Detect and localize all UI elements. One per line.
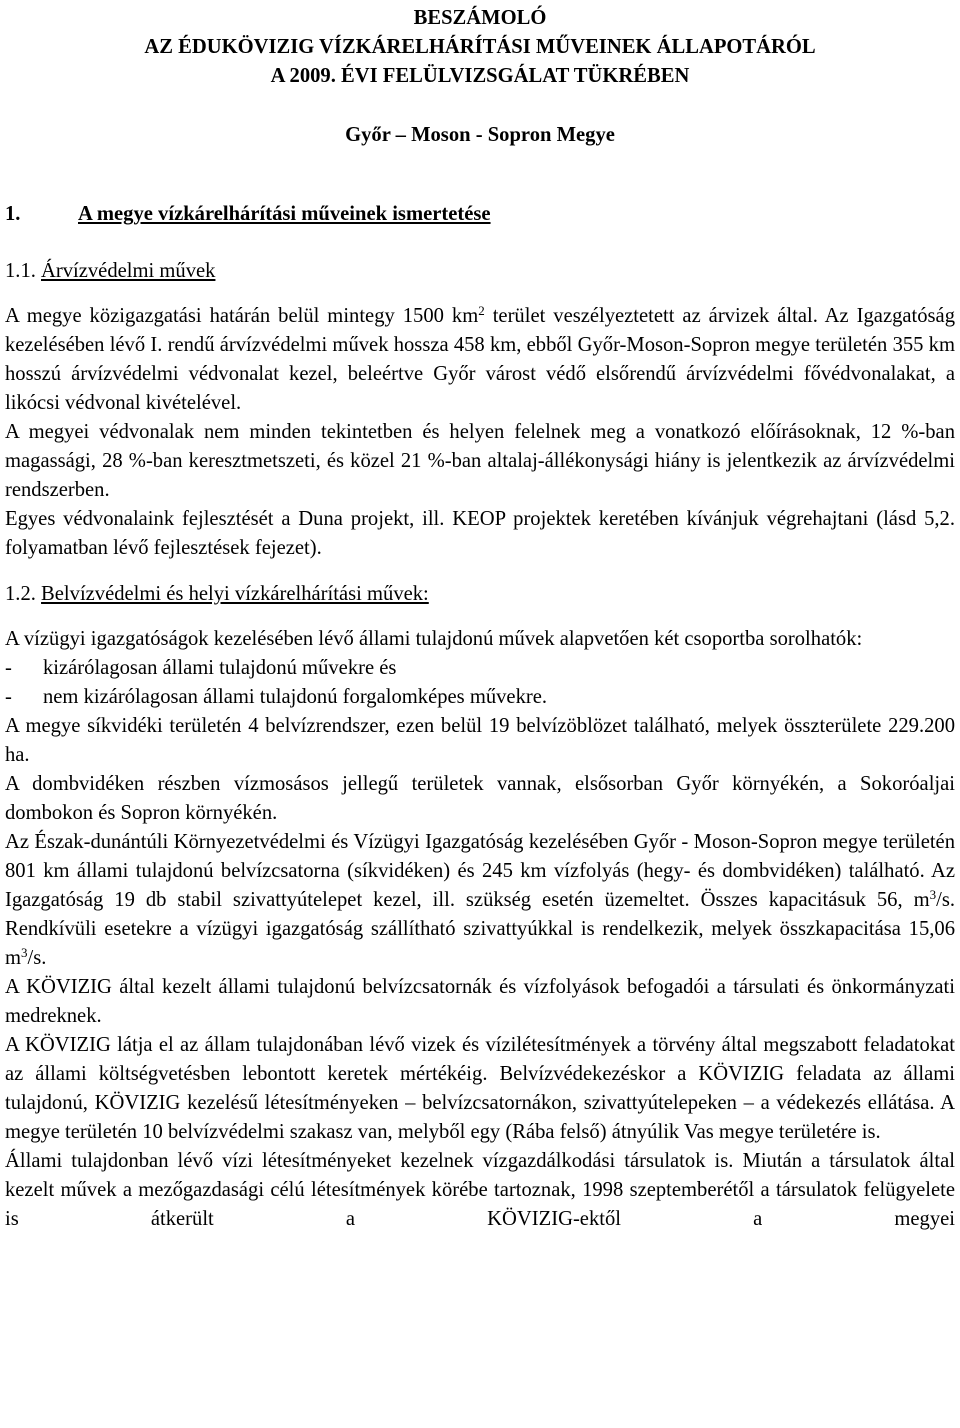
list-item: - kizárólagosan állami tulajdonú művekre és (5, 657, 397, 679)
section-1-2-number: 1.2. (5, 583, 36, 605)
report-title-line-2: AZ ÉDUKÖVIZIG VÍZKÁRELHÁRÍTÁSI MŰVEINEK ÁLLAPOTÁRÓL (144, 36, 816, 58)
paragraph-hill-areas: A dombvidéken részben vízmosásos jellegű területek vannak, elsősorban Győr környékén, a Sokoróaljai dombokon és Sopron környékén. (5, 773, 955, 824)
paragraph-receiving-channels: A KÖVIZIG által kezelt állami tulajdonú belvízcsatornák és vízfolyások befogadói a társulati és önkormányzati medreknek. (5, 976, 955, 1027)
paragraph-development-plans: Egyes védvonalaink fejlesztését a Duna projekt, ill. KEOP projektek keretében kívánjuk végrehajtani (lásd 5,2. folyamatban lévő fejlesztések fejezet). (5, 508, 955, 559)
report-title-line-1: BESZÁMOLÓ (413, 7, 547, 29)
paragraph-state-works-groups: A vízügyi igazgatóságok kezelésében lévő állami tulajdonú művek alapvetően két csoportba sorolhatók: (5, 628, 863, 650)
section-1-number: 1. (5, 203, 21, 225)
section-1-title: A megye vízkárelhárítási műveinek ismertetése (78, 203, 491, 225)
list-item: - nem kizárólagosan állami tulajdonú forgalomképes művekre. (5, 686, 548, 708)
report-title-block (5, 4, 955, 150)
paragraph-flood-protection-overview: A megye közigazgatási határán belül mintegy 1500 $km^2$ terület veszélyeztetett az árvizek által. Az Igazgatóság kezelésében lévő I. rendű árvízvédelmi művek hossza 458 km, ebből Győr-Moson-Sopron megye területén 355 km hosszú árvízvédelmi védvonalat kezel, beleértve Győr várost védő elsőrendű árvízvédelmi fővédvonalakat, a likócsi védvonal kivételével. (5, 303, 955, 414)
section-1-1-heading (5, 257, 955, 286)
paragraph-inland-water-systems: A megye síkvidéki területén 4 belvízrendszer, ezen belül 19 belvízöblözet található, melyek összterülete 229.200 ha. (5, 715, 955, 766)
county-heading: Győr – Moson - Sopron Megye (345, 124, 615, 146)
paragraph-water-associations: Állami tulajdonban lévő vízi létesítményeket kezelnek vízgazdálkodási társulatok is. Miután a társulatok által kezelt művek a mezőgazdasági célú létesítmények körébe tartoznak, 1998 szeptemberétől a társulatok felügyelete is átkerült a KÖVIZIG-ektől a megyei (5, 1150, 955, 1230)
document-page (5, 4, 955, 1234)
section-1-heading (5, 200, 955, 229)
superscript-2: 2 (478, 303, 485, 318)
section-1-1-title: Árvízvédelmi művek (41, 260, 216, 282)
section-1-2-title: Belvízvédelmi és helyi vízkárelhárítási művek: (41, 583, 429, 605)
paragraph-kovizig-duties: A KÖVIZIG látja el az állam tulajdonában lévő vizek és vízilétesítmények a törvény által megszabott feladatokat az állami költségvetésben lebontott keretek mértékéig. Belvízvédekezéskor a KÖVIZIG feladata az állami tulajdonú, KÖVIZIG kezelésű létesítményeken – belvízcsatornákon, szivattyútelepeken – a védekezés ellátása. A megye területén 10 belvízvédelmi szakasz van, melyből egy (Rába felső) átnyúlik Vas megye területére is. (5, 1034, 955, 1143)
section-1-2-heading (5, 580, 955, 609)
paragraph-canals-and-pumping-stations: Az Észak-dunántúli Környezetvédelmi és Vízügyi Igazgatóság kezelésében Győr - Moson-Sopron megye területén 801 km állami tulajdonú belvízcsatorna (síkvidéken) és 245 km vízfolyás (hegy- és dombvidéken) található. Az Igazgatóság 19 db stabil szivattyútelepet kezel, ill. szükség esetén üzemeltet. Összes kapacitásuk 56, $m^3/s$. Rendkívüli esetekre a vízügyi igazgatóság szállítható szivattyúkkal is rendelkezik, melyek összkapacitása 15,06 $m^3/s$. (5, 831, 955, 969)
section-1-1-number: 1.1. (5, 260, 36, 282)
report-title-line-3: A 2009. ÉVI FELÜLVIZSGÁLAT TÜKRÉBEN (270, 65, 690, 87)
paragraph-defence-line-deficiencies: A megyei védvonalak nem minden tekintetben és helyen felelnek meg a vonatkozó előírásoknak, 12 %-ban magassági, 28 %-ban keresztmetszeti, és közel 21 %-ban altalaj-állékonysági hiány is jelentkezik az árvízvédelmi rendszerben. (5, 421, 955, 501)
